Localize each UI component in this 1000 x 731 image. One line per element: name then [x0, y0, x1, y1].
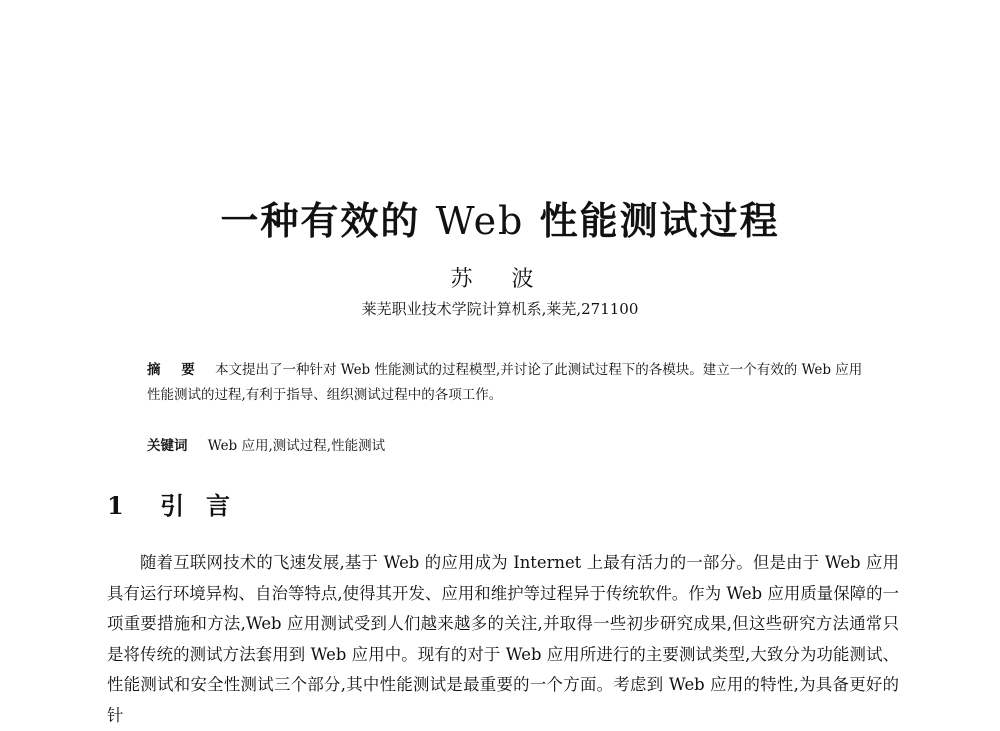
abstract	[147, 358, 867, 408]
keywords	[147, 434, 867, 459]
author-affiliation: 莱芜职业技术学院计算机系,莱芜,271100	[361, 300, 639, 318]
keywords-label: 关键词	[147, 438, 188, 454]
paper-title	[0, 190, 1000, 245]
abstract-label: 摘 要	[147, 362, 203, 378]
title-part-2: Web	[435, 199, 525, 243]
abstract-text: 本文提出了一种针对 Web 性能测试的过程模型,并讨论了此测试过程下的各模块。建立一个有效的 Web 应用性能测试的过程,有利于指导、组织测试过程中的各项工作。	[147, 362, 863, 403]
section-title: 引言	[160, 492, 253, 520]
body-paragraph: 随着互联网技术的飞速发展,基于 Web 的应用成为 Internet 上最有活力的一部分。但是由于 Web 应用具有运行环境异构、自治等特点,使得其开发、应用和维护等过程异于传统软件。作为 Web 应用质量保障的一项重要措施和方法,Web 应用测试受到人们越来越多的关注,并取得一些初步研究成果,但这些研究方法通常只是将传统的测试方法套用到 Web 应用中。现有的对于 Web 应用所进行的主要测试类型,大致分为功能测试、性能测试和安全性测试三个部分,其中性能测试是最重要的一个方面。考虑到 Web 应用的特性,为具备更好的针	[107, 553, 899, 725]
section-heading	[107, 486, 252, 521]
section-number: 1	[107, 491, 124, 520]
keywords-text: Web 应用,测试过程,性能测试	[207, 438, 386, 454]
author-name: 苏 波	[450, 267, 550, 292]
title-part-3: 性能测试过程	[539, 199, 780, 243]
title-part-1: 一种有效的	[220, 199, 421, 243]
